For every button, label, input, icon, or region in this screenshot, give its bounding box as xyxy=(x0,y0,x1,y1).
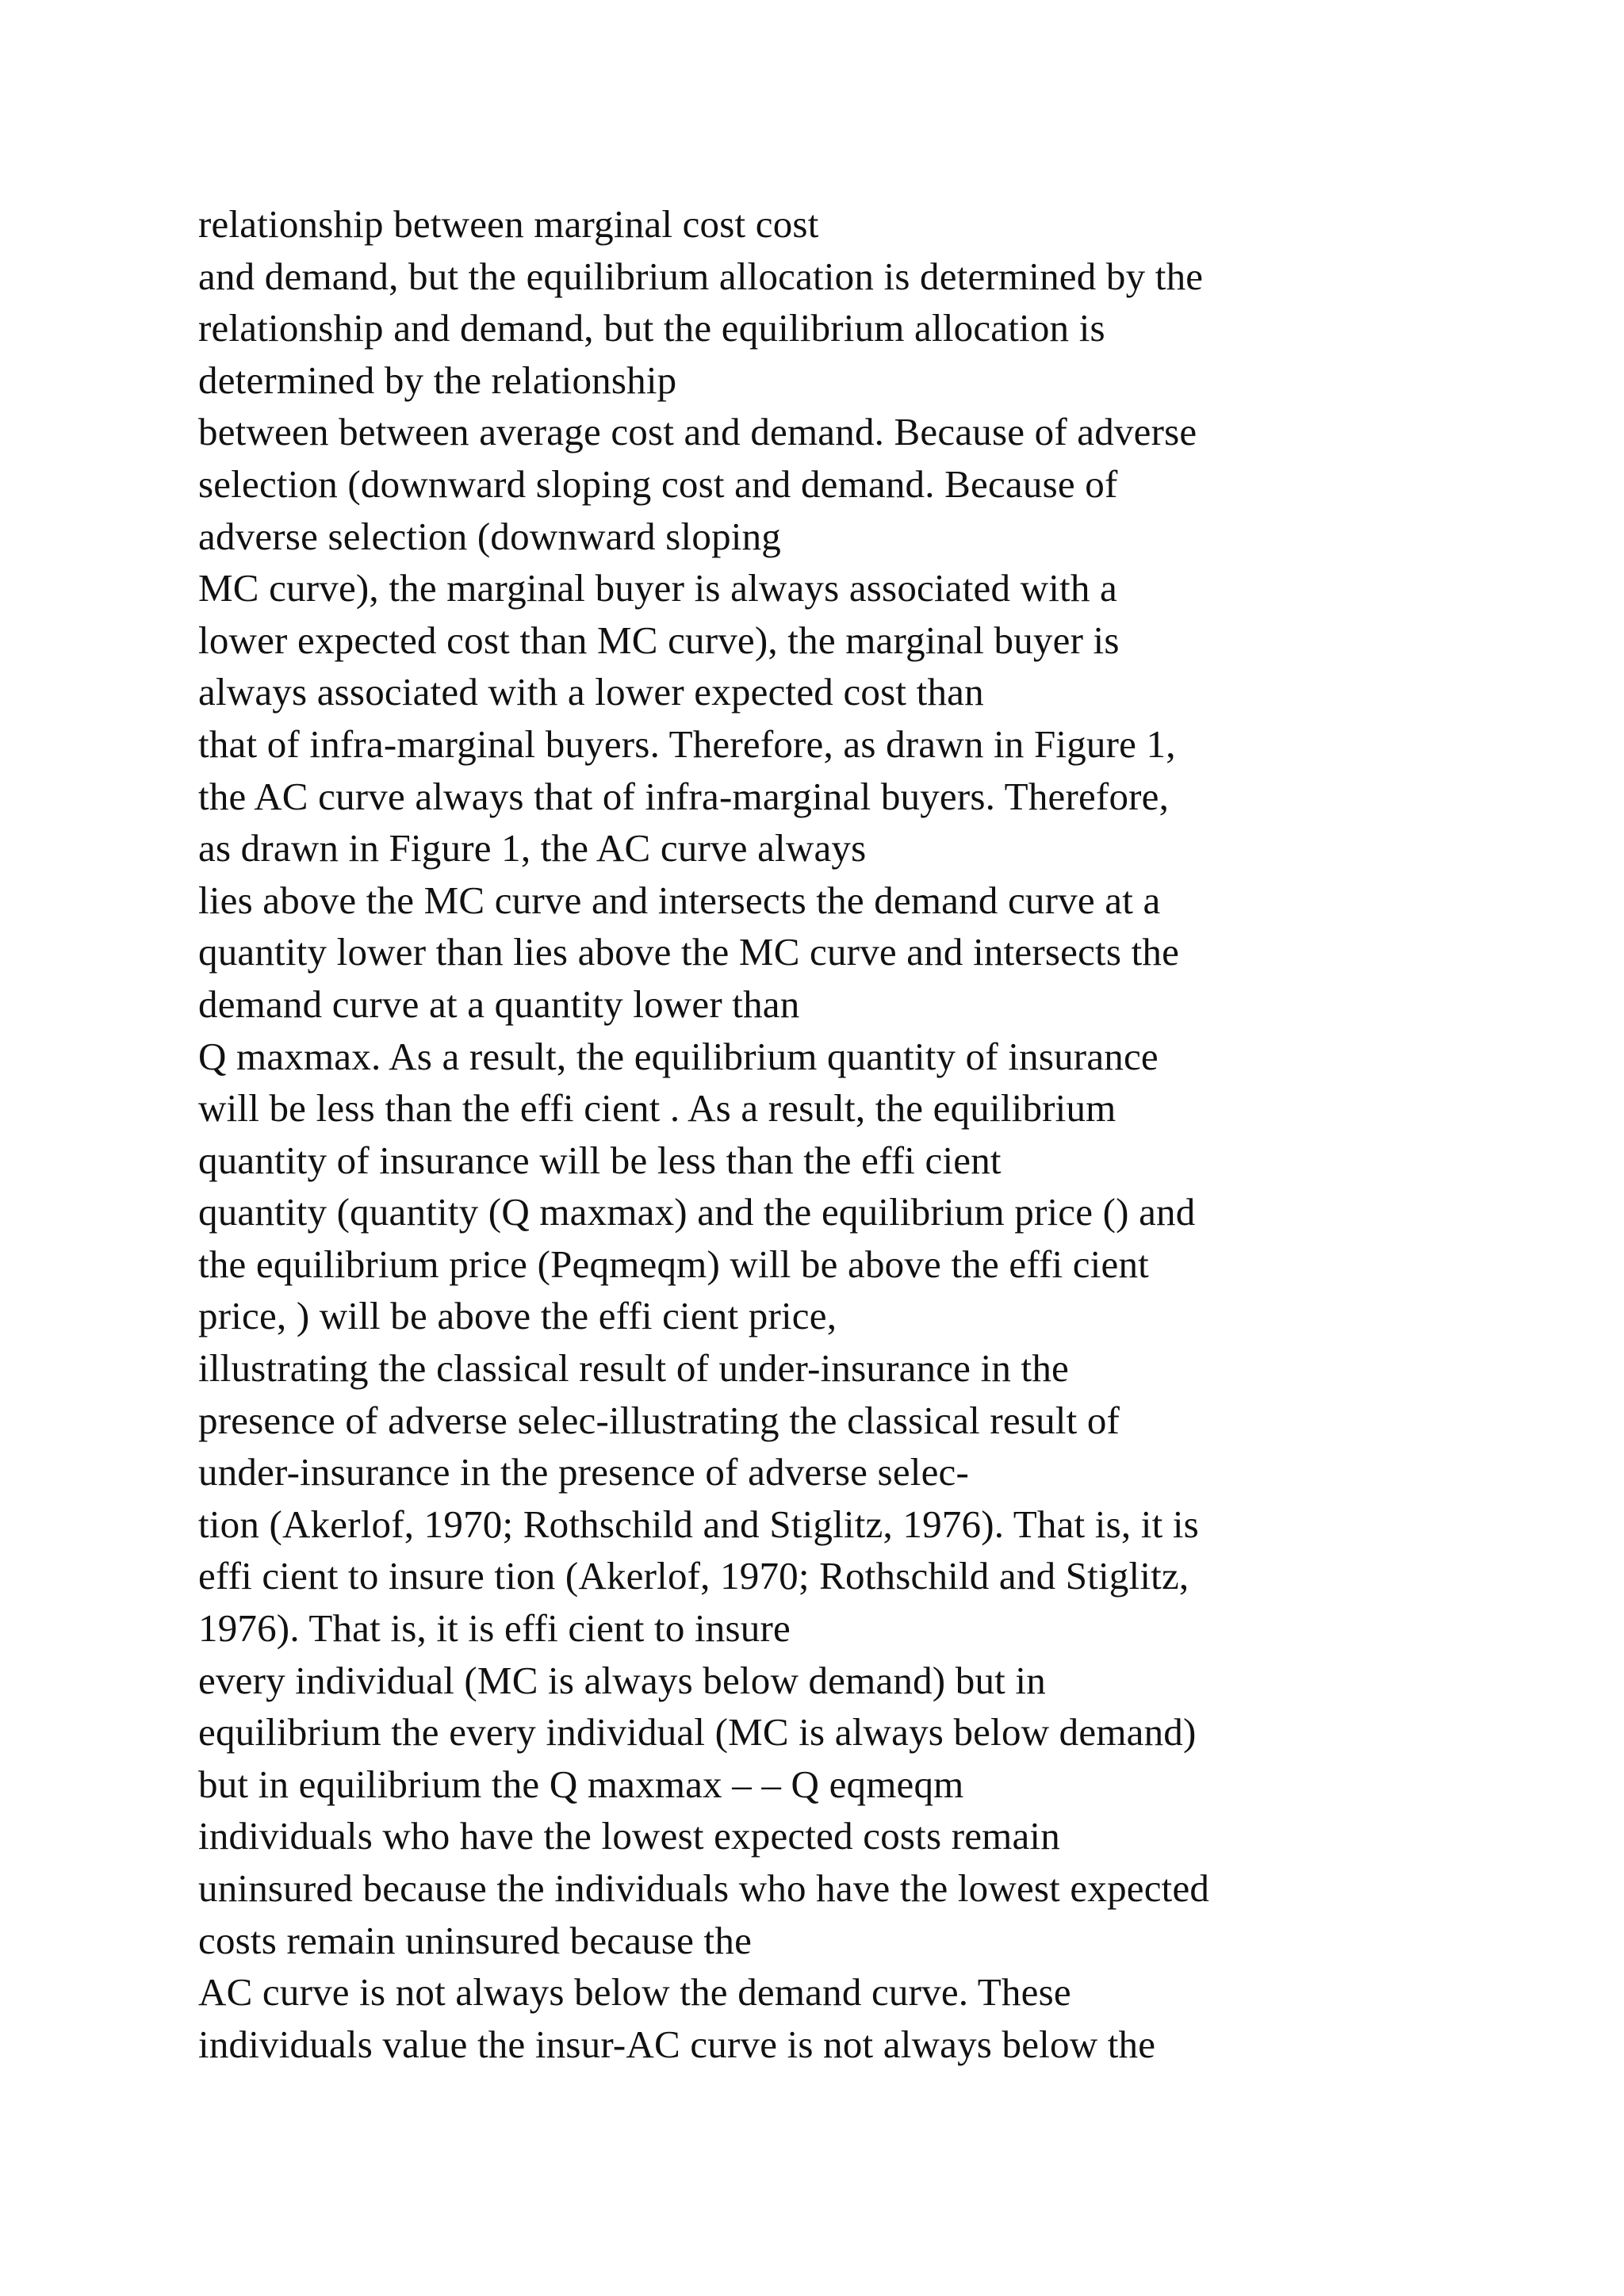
text-line: AC curve is not always below the demand curve. These xyxy=(198,1970,1071,2015)
text-line: tion (Akerlof, 1970; Rothschild and Stiglitz, 1976). That is, it is xyxy=(198,1502,1199,1546)
text-line: individuals value the insur-AC curve is not always below the xyxy=(198,2022,1156,2066)
text-line: the AC curve always that of infra-marginal buyers. Therefore, xyxy=(198,774,1170,818)
text-line: presence of adverse selec-illustrating the classical result of xyxy=(198,1398,1120,1442)
text-line: relationship and demand, but the equilibrium allocation is xyxy=(198,306,1105,350)
text-line: adverse selection (downward sloping xyxy=(198,514,781,558)
text-line: lies above the MC curve and intersects the demand curve at a xyxy=(198,878,1161,922)
text-line: illustrating the classical result of under-insurance in the xyxy=(198,1346,1070,1391)
text-line: individuals who have the lowest expected costs remain xyxy=(198,1814,1060,1858)
text-line: equilibrium the every individual (MC is always below demand) xyxy=(198,1710,1197,1755)
text-line: selection (downward sloping cost and demand. Because of xyxy=(198,461,1118,506)
text-line: lower expected cost than MC curve), the marginal buyer is xyxy=(198,618,1120,662)
text-line: quantity lower than lies above the MC curve and intersects the xyxy=(198,930,1180,974)
text-line: as drawn in Figure 1, the AC curve always xyxy=(198,826,867,871)
text-line: the equilibrium price (Peqmeqm) will be above the effi cient xyxy=(198,1242,1149,1286)
text-line: effi cient to insure tion (Akerlof, 1970; Rothschild and Stiglitz, xyxy=(198,1554,1189,1598)
body-text xyxy=(198,198,1507,2070)
text-line: 1976). That is, it is effi cient to insure xyxy=(198,1606,791,1651)
text-line: relationship between marginal cost cost xyxy=(198,202,819,246)
text-line: uninsured because the individuals who have the lowest expected xyxy=(198,1866,1210,1910)
text-line: every individual (MC is always below demand) but in xyxy=(198,1658,1046,1702)
text-line: will be less than the effi cient . As a result, the equilibrium xyxy=(198,1086,1116,1131)
text-line: Q maxmax. As a result, the equilibrium quantity of insurance xyxy=(198,1034,1159,1078)
text-line: between between average cost and demand. Because of adverse xyxy=(198,410,1197,454)
text-line: and demand, but the equilibrium allocation is determined by the xyxy=(198,254,1204,298)
text-line: under-insurance in the presence of adverse selec- xyxy=(198,1450,969,1494)
text-line: quantity of insurance will be less than the effi cient xyxy=(198,1138,1002,1182)
text-line: quantity (quantity (Q maxmax) and the equilibrium price () and xyxy=(198,1190,1196,1234)
text-line: determined by the relationship xyxy=(198,358,677,402)
text-line: price, ) will be above the effi cient price, xyxy=(198,1294,837,1338)
text-line: MC curve), the marginal buyer is always associated with a xyxy=(198,566,1117,610)
text-line: that of infra-marginal buyers. Therefore, as drawn in Figure 1, xyxy=(198,721,1176,766)
text-line: but in equilibrium the Q maxmax – – Q eqmeqm xyxy=(198,1762,964,1806)
text-line: costs remain uninsured because the xyxy=(198,1918,753,1962)
text-line: demand curve at a quantity lower than xyxy=(198,982,800,1026)
text-line: always associated with a lower expected cost than xyxy=(198,670,984,714)
